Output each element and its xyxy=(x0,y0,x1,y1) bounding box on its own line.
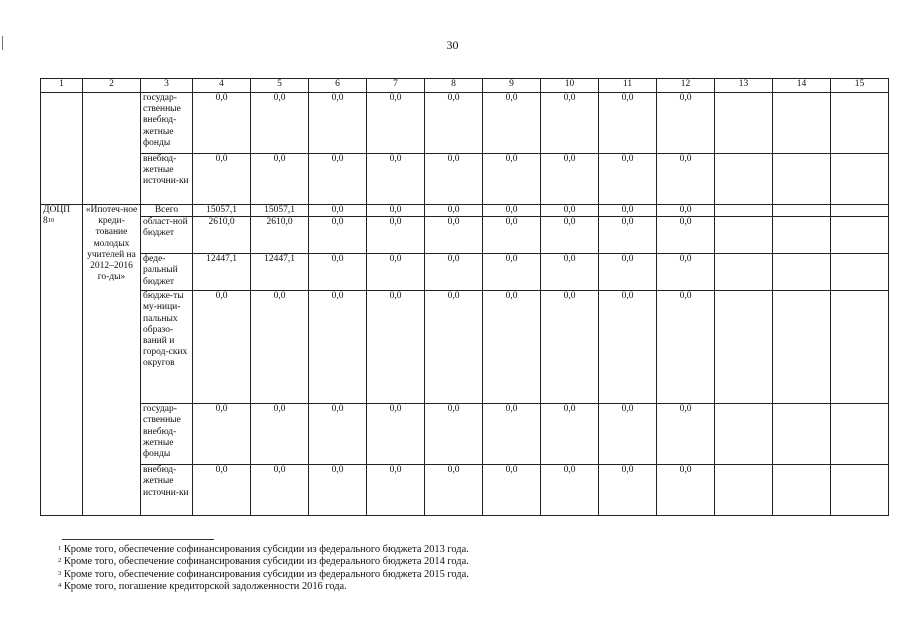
value-cell: 0,0 xyxy=(599,205,657,217)
empty-cell xyxy=(831,205,889,217)
empty-cell xyxy=(831,217,889,254)
value-cell: 0,0 xyxy=(599,465,657,516)
value-cell: 0,0 xyxy=(541,465,599,516)
value-cell: 15057,1 xyxy=(193,205,251,217)
value-cell: 0,0 xyxy=(309,291,367,404)
column-header: 12 xyxy=(657,79,715,93)
value-cell: 0,0 xyxy=(599,254,657,291)
value-cell: 0,0 xyxy=(657,254,715,291)
empty-cell xyxy=(715,217,773,254)
value-cell: 0,0 xyxy=(483,154,541,205)
value-cell: 0,0 xyxy=(425,254,483,291)
value-cell: 0,0 xyxy=(367,404,425,465)
column-header: 7 xyxy=(367,79,425,93)
column-header: 4 xyxy=(193,79,251,93)
funding-source: внебюд-жетные источни-ки xyxy=(141,154,193,205)
value-cell: 0,0 xyxy=(425,465,483,516)
value-cell: 0,0 xyxy=(425,205,483,217)
footnote-text: Кроме того, обеспечение софинансирования субсидии из федерального бюджета 2014 года. xyxy=(63,556,469,568)
value-cell: 0,0 xyxy=(251,404,309,465)
empty-cell xyxy=(831,254,889,291)
value-cell: 12447,1 xyxy=(193,254,251,291)
value-cell: 0,0 xyxy=(193,404,251,465)
value-cell: 0,0 xyxy=(251,154,309,205)
table-row xyxy=(41,254,889,291)
footnote-mark: 2 xyxy=(58,557,62,565)
value-cell: 0,0 xyxy=(483,254,541,291)
empty-cell xyxy=(773,93,831,154)
value-cell: 0,0 xyxy=(657,291,715,404)
empty-cell xyxy=(773,154,831,205)
table-row xyxy=(41,404,889,465)
empty-cell xyxy=(715,93,773,154)
empty-cell xyxy=(715,205,773,217)
empty-cell xyxy=(773,291,831,404)
value-cell: 0,0 xyxy=(599,93,657,154)
footnote xyxy=(58,556,469,568)
value-cell: 0,0 xyxy=(193,154,251,205)
value-cell: 0,0 xyxy=(657,93,715,154)
value-cell: 0,0 xyxy=(367,154,425,205)
column-header: 6 xyxy=(309,79,367,93)
funding-source: феде-ральный бюджет xyxy=(141,254,193,291)
value-cell: 15057,1 xyxy=(251,205,309,217)
value-cell: 0,0 xyxy=(193,291,251,404)
value-cell: 0,0 xyxy=(309,465,367,516)
value-cell: 0,0 xyxy=(425,93,483,154)
funding-source: государ-ственные внебюд-жетные фонды xyxy=(141,93,193,154)
empty-cell xyxy=(773,217,831,254)
footnote xyxy=(58,544,469,556)
column-header: 8 xyxy=(425,79,483,93)
value-cell: 0,0 xyxy=(367,465,425,516)
program-name-cell xyxy=(83,93,141,205)
value-cell: 2610,0 xyxy=(193,217,251,254)
value-cell: 0,0 xyxy=(251,291,309,404)
value-cell: 12447,1 xyxy=(251,254,309,291)
column-header: 14 xyxy=(773,79,831,93)
column-header: 5 xyxy=(251,79,309,93)
value-cell: 0,0 xyxy=(367,254,425,291)
value-cell: 2610,0 xyxy=(251,217,309,254)
table-row xyxy=(41,154,889,205)
funding-source: Всего xyxy=(141,205,193,217)
value-cell: 0,0 xyxy=(541,217,599,254)
value-cell: 0,0 xyxy=(193,93,251,154)
empty-cell xyxy=(773,404,831,465)
program-code: ДОЦП 8 xyxy=(43,205,71,227)
column-header: 10 xyxy=(541,79,599,93)
table-row xyxy=(41,217,889,254)
program-name-cell xyxy=(83,205,141,516)
value-cell: 0,0 xyxy=(541,404,599,465)
value-cell: 0,0 xyxy=(599,404,657,465)
value-cell: 0,0 xyxy=(483,217,541,254)
empty-cell xyxy=(831,465,889,516)
value-cell: 0,0 xyxy=(599,154,657,205)
value-cell: 0,0 xyxy=(483,291,541,404)
program-code-cell xyxy=(41,93,83,205)
empty-cell xyxy=(715,154,773,205)
column-header: 13 xyxy=(715,79,773,93)
value-cell: 0,0 xyxy=(483,404,541,465)
value-cell: 0,0 xyxy=(367,93,425,154)
value-cell: 0,0 xyxy=(309,154,367,205)
value-cell: 0,0 xyxy=(657,465,715,516)
value-cell: 0,0 xyxy=(425,217,483,254)
table-row xyxy=(41,465,889,516)
value-cell: 0,0 xyxy=(367,217,425,254)
value-cell: 0,0 xyxy=(367,291,425,404)
empty-cell xyxy=(831,93,889,154)
empty-cell xyxy=(831,404,889,465)
column-header: 3 xyxy=(141,79,193,93)
column-header: 2 xyxy=(83,79,141,93)
value-cell: 0,0 xyxy=(309,254,367,291)
column-header: 11 xyxy=(599,79,657,93)
table-row xyxy=(41,93,889,154)
empty-cell xyxy=(715,404,773,465)
footnote-mark: 1 xyxy=(58,545,62,552)
empty-cell xyxy=(773,465,831,516)
value-cell: 0,0 xyxy=(657,154,715,205)
value-cell: 0,0 xyxy=(251,93,309,154)
value-cell: 0,0 xyxy=(657,217,715,254)
value-cell: 0,0 xyxy=(599,291,657,404)
footnote-divider xyxy=(62,539,214,540)
footnote-mark: 4 xyxy=(58,582,62,590)
value-cell: 0,0 xyxy=(541,205,599,217)
footnote-text: Кроме того, обеспечение софинансирования субсидии из федерального бюджета 2015 года. xyxy=(63,568,469,580)
table-row xyxy=(41,205,889,217)
value-cell: 0,0 xyxy=(483,465,541,516)
value-cell: 0,0 xyxy=(425,404,483,465)
empty-cell xyxy=(715,465,773,516)
column-header: 15 xyxy=(831,79,889,93)
value-cell: 0,0 xyxy=(193,465,251,516)
funding-source: бюдже-ты му-ници-пальных образо-ваний и город-ских округов xyxy=(141,291,193,404)
budget-table xyxy=(40,78,889,516)
program-name: «Ипотеч-ное креди-тование молодых учителей на 2012–2016 го-ды» xyxy=(85,205,138,283)
value-cell: 0,0 xyxy=(251,465,309,516)
value-cell: 0,0 xyxy=(541,291,599,404)
empty-cell xyxy=(715,291,773,404)
header-row xyxy=(41,79,889,93)
value-cell: 0,0 xyxy=(483,93,541,154)
funding-source: внебюд-жетные источни-ки xyxy=(141,465,193,516)
empty-cell xyxy=(715,254,773,291)
value-cell: 0,0 xyxy=(541,93,599,154)
value-cell: 0,0 xyxy=(541,154,599,205)
empty-cell xyxy=(831,291,889,404)
value-cell: 0,0 xyxy=(425,154,483,205)
empty-cell xyxy=(773,205,831,217)
program-code-footnote-mark: 10 xyxy=(47,217,55,225)
table-row xyxy=(41,291,889,404)
empty-cell xyxy=(831,154,889,205)
value-cell: 0,0 xyxy=(309,205,367,217)
value-cell: 0,0 xyxy=(309,404,367,465)
value-cell: 0,0 xyxy=(657,205,715,217)
page-number: 30 xyxy=(446,38,459,52)
column-header: 9 xyxy=(483,79,541,93)
footnote-mark: 3 xyxy=(58,569,62,577)
footnote-text: Кроме того, погашение кредиторской задолженности 2016 года. xyxy=(63,581,347,593)
empty-cell xyxy=(773,254,831,291)
value-cell: 0,0 xyxy=(599,217,657,254)
column-header: 1 xyxy=(41,79,83,93)
value-cell: 0,0 xyxy=(657,404,715,465)
footnote-text: Кроме того, обеспечение софинансирования субсидии из федерального бюджета 2013 года. xyxy=(63,544,469,555)
funding-source: государ-ственные внебюд-жетные фонды xyxy=(141,404,193,465)
value-cell: 0,0 xyxy=(309,93,367,154)
footnote xyxy=(58,581,469,593)
funding-source: област-ной бюджет xyxy=(141,217,193,254)
value-cell: 0,0 xyxy=(425,291,483,404)
value-cell: 0,0 xyxy=(541,254,599,291)
value-cell: 0,0 xyxy=(483,205,541,217)
footnotes xyxy=(58,544,469,594)
program-code-cell xyxy=(41,205,83,516)
value-cell: 0,0 xyxy=(309,217,367,254)
value-cell: 0,0 xyxy=(367,205,425,217)
footnote xyxy=(58,569,469,581)
